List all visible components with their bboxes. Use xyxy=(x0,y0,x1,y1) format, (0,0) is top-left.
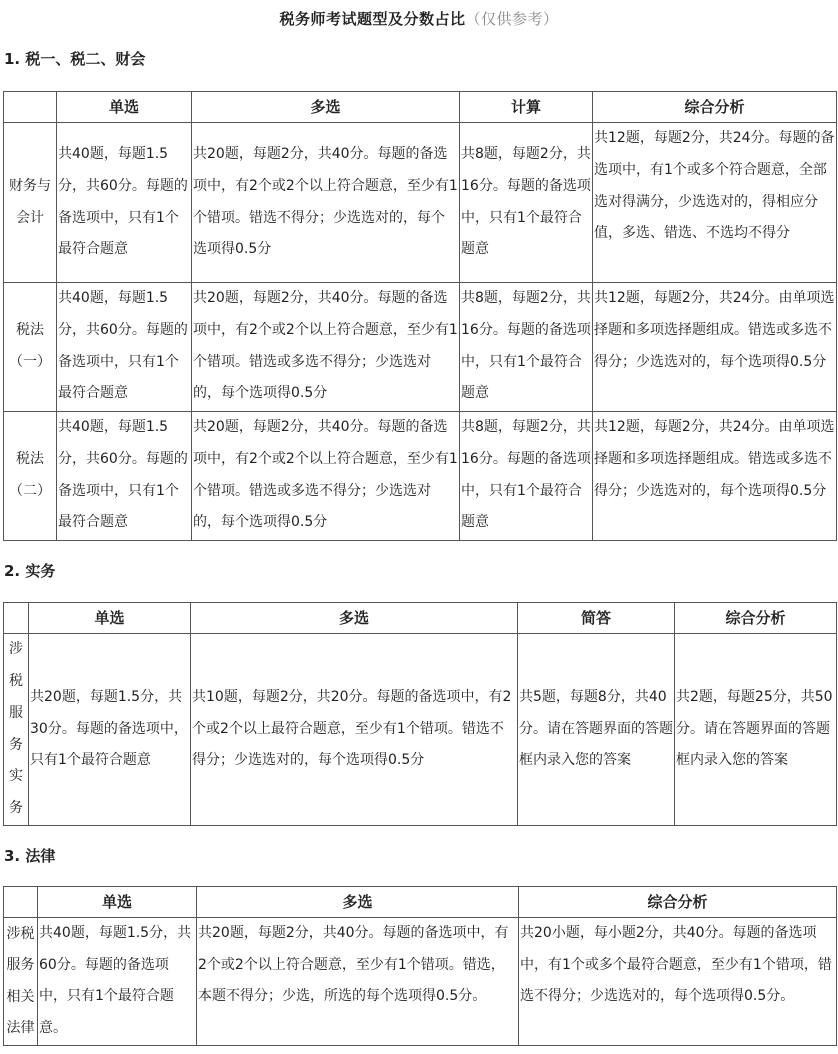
cell-multi-choice: 共20题，每题2分，共40分。每题的备选项中，有2个或2个以上符合题意，至少有1个错项。错选或多选不得分；少选选对的，每个选项得0.5分 xyxy=(192,283,460,412)
table-header-row xyxy=(4,603,837,634)
header-comprehensive: 综合分析 xyxy=(593,92,837,123)
cell-single-choice: 共20题，每题1.5分，共30分。每题的备选项中，只有1个最符合题意 xyxy=(29,634,191,826)
cell-multi-choice: 共10题，每题2分，共20分。每题的备选项中，有2个或2个以上最符合题意，至少有1个错项。错选不得分；少选选对的，每个选项得0.5分 xyxy=(191,634,518,826)
table-row xyxy=(4,283,837,412)
table-row xyxy=(4,412,837,541)
cell-calculation: 共8题，每题2分，共16分。每题的备选项中，只有1个最符合题意 xyxy=(460,283,593,412)
table-section-3 xyxy=(3,886,837,1046)
table-row xyxy=(4,634,837,826)
row-label: 税法（二） xyxy=(4,412,57,541)
table-header-row xyxy=(4,887,837,918)
cell-comprehensive: 共12题，每题2分，共24分。由单项选择题和多项选择题组成。错选或多选不得分；少选选对的，每个选项得0.5分 xyxy=(593,412,837,541)
cell-single-choice: 共40题，每题1.5分，共60分。每题的备选项中，只有1个最符合题意 xyxy=(57,283,192,412)
cell-multi-choice: 共20题，每题2分，共40分。每题的备选项中，有2个或2个以上符合题意，至少有1个错项。错选，本题不得分；少选，所选的每个选项得0.5分。 xyxy=(197,918,519,1046)
cell-calculation: 共8题，每题2分，共16分。每题的备选项中，只有1个最符合题意 xyxy=(460,412,593,541)
table-section-1 xyxy=(3,91,837,541)
header-blank xyxy=(4,92,57,123)
cell-single-choice: 共40题，每题1.5分，共60分。每题的备选项中，只有1个最符合题意。 xyxy=(38,918,197,1046)
header-multi-choice: 多选 xyxy=(197,887,519,918)
row-label: 涉税服务相关法律 xyxy=(4,918,38,1046)
header-single-choice: 单选 xyxy=(57,92,192,123)
header-single-choice: 单选 xyxy=(29,603,191,634)
header-blank xyxy=(4,887,38,918)
header-multi-choice: 多选 xyxy=(192,92,460,123)
header-comprehensive: 综合分析 xyxy=(519,887,837,918)
cell-short-answer: 共5题，每题8分，共40分。请在答题界面的答题框内录入您的答案 xyxy=(518,634,675,826)
header-comprehensive: 综合分析 xyxy=(675,603,837,634)
cell-comprehensive: 共12题，每题2分，共24分。由单项选择题和多项选择题组成。错选或多选不得分；少选选对的，每个选项得0.5分 xyxy=(593,283,837,412)
header-short-answer: 简答 xyxy=(518,603,675,634)
row-label: 涉税服务实务 xyxy=(4,634,29,826)
title-note: （仅供参考） xyxy=(465,10,559,28)
cell-comprehensive: 共20小题，每小题2分，共40分。每题的备选项中，有1个或多个最符合题意，至少有1个错项，错选不得分；少选选对的，每个选项得0.5分。 xyxy=(519,918,837,1046)
cell-multi-choice: 共20题，每题2分，共40分。每题的备选项中，有2个或2个以上符合题意，至少有1个错项。错选或多选不得分；少选选对的，每个选项得0.5分 xyxy=(192,412,460,541)
table-header-row xyxy=(4,92,837,123)
row-label: 财务与会计 xyxy=(4,123,57,283)
cell-comprehensive: 共12题，每题2分，共24分。每题的备选项中，有1个或多个符合题意，全部选对得满分，少选选对的，得相应分值，多选、错选、不选均不得分 xyxy=(593,123,837,283)
cell-multi-choice: 共20题，每题2分，共40分。每题的备选项中，有2个或2个以上符合题意，至少有1个错项。错选不得分；少选选对的，每个选项得0.5分 xyxy=(192,123,460,283)
cell-comprehensive: 共2题，每题25分，共50分。请在答题界面的答题框内录入您的答案 xyxy=(675,634,837,826)
cell-calculation: 共8题，每题2分，共16分。每题的备选项中，只有1个最符合题意 xyxy=(460,123,593,283)
header-calculation: 计算 xyxy=(460,92,593,123)
cell-single-choice: 共40题，每题1.5分，共60分。每题的备选项中，只有1个最符合题意 xyxy=(57,123,192,283)
header-single-choice: 单选 xyxy=(38,887,197,918)
table-section-2 xyxy=(3,602,837,826)
header-multi-choice: 多选 xyxy=(191,603,518,634)
header-blank xyxy=(4,603,29,634)
section-heading-2: 2. 实务 xyxy=(4,562,56,580)
row-label: 税法（一） xyxy=(4,283,57,412)
section-heading-1: 1. 税一、税二、财会 xyxy=(4,50,146,68)
section-heading-3: 3. 法律 xyxy=(4,847,56,865)
table-row xyxy=(4,123,837,283)
table-row xyxy=(4,918,837,1046)
page-title: 税务师考试题型及分数占比（仅供参考） xyxy=(279,10,559,28)
cell-single-choice: 共40题，每题1.5分，共60分。每题的备选项中，只有1个最符合题意 xyxy=(57,412,192,541)
